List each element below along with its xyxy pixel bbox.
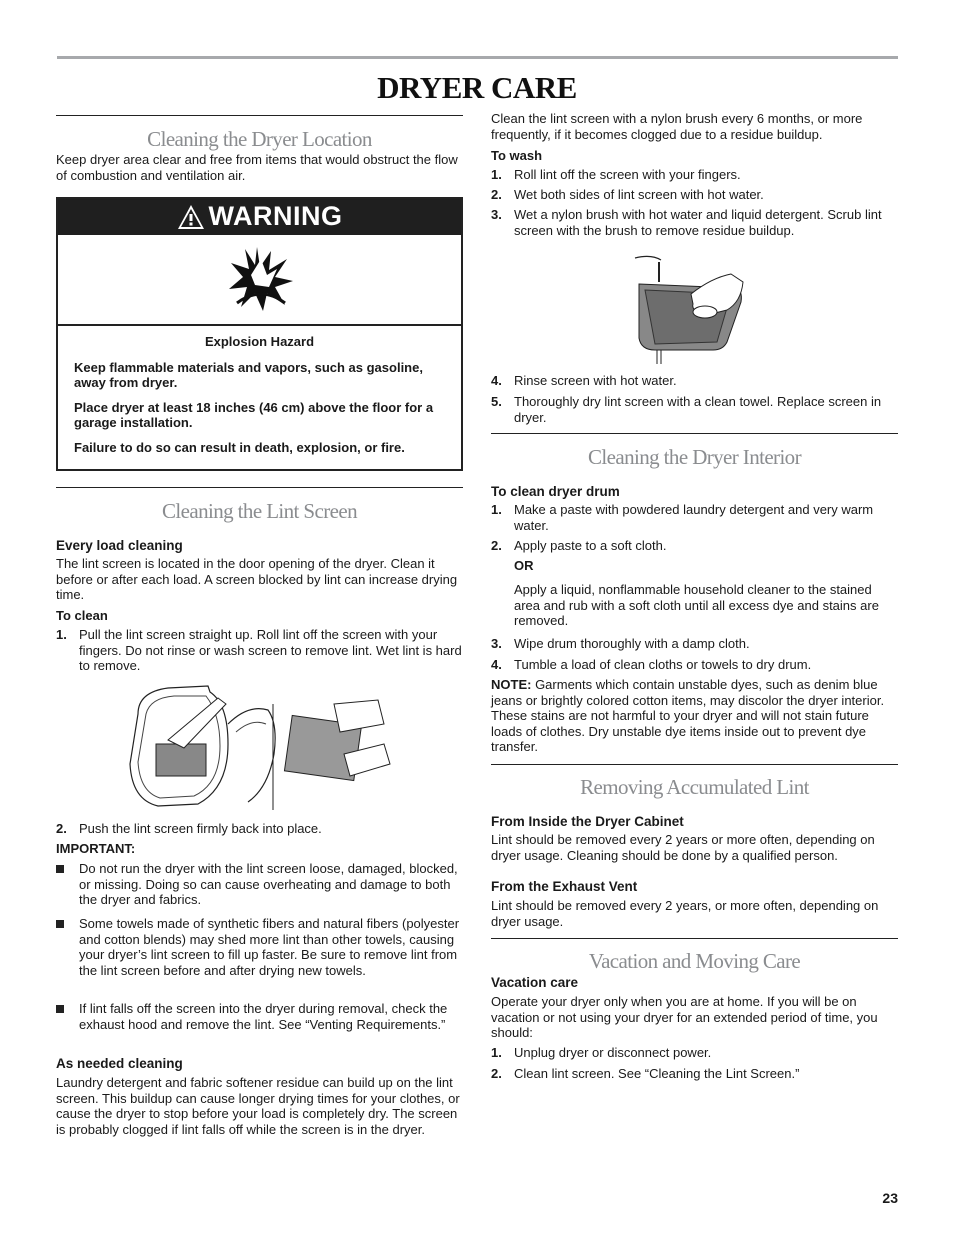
note-text: Garments which contain unstable dyes, such as denim blue jeans or brightly colored cotton items, may discolor the dryer interior. These stains are not harmful to your dryer and will not stain future loads of clothes. Dry unstable dye items inside out to prevent dye transfer. bbox=[491, 677, 885, 754]
warning-triangle-icon bbox=[177, 204, 205, 230]
interior-note bbox=[491, 677, 898, 755]
vacation-step-1 bbox=[491, 1045, 898, 1061]
step-text: Push the lint screen firmly back into place. bbox=[79, 821, 322, 836]
every-load-heading: Every load cleaning bbox=[56, 538, 183, 553]
warning-line-3: Failure to do so can result in death, explosion, or fire. bbox=[74, 439, 405, 455]
bullet-text: Do not run the dryer with the lint screen loose, damaged, blocked, or missing. Doing so can cause overheating and damage to both the dryer and fabrics. bbox=[79, 861, 458, 907]
every-load-text: The lint screen is located in the door opening of the dryer. Clean it before or after each load. A screen blocked by lint can increase drying time. bbox=[56, 556, 458, 602]
important-bullet-2 bbox=[56, 916, 463, 978]
interior-step-1 bbox=[491, 502, 898, 533]
step-number: 2. bbox=[56, 821, 67, 836]
important-label: IMPORTANT: bbox=[56, 841, 136, 856]
vent-heading: From the Exhaust Vent bbox=[491, 879, 638, 894]
step-number: 3. bbox=[491, 207, 502, 222]
lint-step-2 bbox=[56, 821, 463, 837]
warning-label: WARNING bbox=[208, 201, 343, 232]
step-text: Wipe drum thoroughly with a damp cloth. bbox=[514, 636, 750, 651]
as-needed-heading: As needed cleaning bbox=[56, 1056, 183, 1071]
step-text: Make a paste with powdered laundry detergent and very warm water. bbox=[514, 502, 874, 533]
step-text: Rinse screen with hot water. bbox=[514, 373, 677, 388]
interior-step-4 bbox=[491, 657, 898, 673]
lint-screen-washing-illustration bbox=[631, 254, 749, 366]
cabinet-text: Lint should be removed every 2 years or more often, depending on dryer usage. Cleaning should be done by a qualified person. bbox=[491, 832, 875, 863]
wash-step-3 bbox=[491, 207, 898, 238]
section-rule bbox=[56, 487, 463, 488]
page-number: 23 bbox=[882, 1190, 898, 1206]
warning-header bbox=[58, 199, 461, 235]
section-rule bbox=[491, 938, 898, 939]
top-rule bbox=[57, 56, 898, 59]
bullet-text: If lint falls off the screen into the dryer during removal, check the exhaust hood and remove the lint. See “Venting Requirements.” bbox=[79, 1001, 448, 1032]
vacation-heading: Vacation care bbox=[491, 975, 579, 990]
section-rule bbox=[491, 433, 898, 434]
important-bullet-3 bbox=[56, 1001, 463, 1032]
bullet-square-icon bbox=[56, 861, 79, 908]
step-text: Clean lint screen. See “Cleaning the Lint Screen.” bbox=[514, 1066, 800, 1081]
step-number: 2. bbox=[491, 187, 502, 202]
vacation-text: Operate your dryer only when you are at home. If you will be on vacation or not using your dryer for an extended period of time, you should: bbox=[491, 994, 878, 1040]
step-number: 1. bbox=[491, 502, 502, 517]
step-text: Wet both sides of lint screen with hot water. bbox=[514, 187, 764, 202]
step-number: 4. bbox=[491, 373, 502, 388]
interior-step-3 bbox=[491, 636, 898, 652]
important-bullet-1 bbox=[56, 861, 463, 908]
section-rule bbox=[491, 764, 898, 765]
vent-text: Lint should be removed every 2 years, or more often, depending on dryer usage. bbox=[491, 898, 879, 929]
step-text: Wet a nylon brush with hot water and liquid detergent. Scrub lint screen with the brush to remove residue buildup. bbox=[514, 207, 882, 238]
page-title: DRYER CARE bbox=[377, 70, 577, 105]
warning-line-1: Keep flammable materials and vapors, such as gasoline, away from dryer. bbox=[74, 359, 423, 390]
step-number: 2. bbox=[491, 538, 502, 553]
wash-step-5 bbox=[491, 394, 898, 425]
cabinet-heading: From Inside the Dryer Cabinet bbox=[491, 814, 684, 829]
location-text: Keep dryer area clear and free from items that would obstruct the flow of combustion and ventilation air. bbox=[56, 152, 458, 183]
step-number: 1. bbox=[491, 1045, 502, 1060]
section-title-removing-lint: Removing Accumulated Lint bbox=[580, 775, 809, 799]
section-title-lint-screen: Cleaning the Lint Screen bbox=[162, 499, 357, 523]
wash-step-1 bbox=[491, 167, 898, 183]
as-needed-text: Laundry detergent and fabric softener residue can build up on the lint screen. This buildup can cause longer drying times for your clothes, or cause the dryer to stop before your load is completely dry. The screen is probably clogged if lint falls off while the screen is in the dryer. bbox=[56, 1075, 460, 1137]
step-text: Pull the lint screen straight up. Roll lint off the screen with your fingers. Do not rinse or wash screen to remove lint. Wet lint is hard to remove. bbox=[79, 627, 462, 673]
to-clean-heading: To clean bbox=[56, 608, 108, 623]
drum-heading: To clean dryer drum bbox=[491, 484, 620, 499]
warning-box bbox=[56, 197, 463, 471]
warning-body bbox=[58, 326, 461, 455]
interior-step-2 bbox=[491, 538, 898, 554]
or-label: OR bbox=[514, 558, 534, 573]
vacation-step-2 bbox=[491, 1066, 898, 1082]
step-text: Unplug dryer or disconnect power. bbox=[514, 1045, 712, 1060]
explosion-icon bbox=[227, 245, 295, 313]
bullet-square-icon bbox=[56, 916, 79, 978]
warning-icon-area bbox=[58, 235, 461, 326]
step-text: Thoroughly dry lint screen with a clean towel. Replace screen in dryer. bbox=[514, 394, 882, 425]
step-text: Apply paste to a soft cloth. bbox=[514, 538, 667, 553]
wash-intro: Clean the lint screen with a nylon brush every 6 months, or more frequently, if it becomes clogged due to a residue buildup. bbox=[491, 111, 863, 142]
section-title-interior: Cleaning the Dryer Interior bbox=[588, 445, 801, 469]
bullet-square-icon bbox=[56, 1001, 79, 1032]
step-number: 2. bbox=[491, 1066, 502, 1081]
section-rule bbox=[56, 115, 463, 116]
section-title-location: Cleaning the Dryer Location bbox=[147, 127, 372, 151]
wash-step-4 bbox=[491, 373, 898, 389]
step-number: 5. bbox=[491, 394, 502, 409]
to-wash-heading: To wash bbox=[491, 148, 543, 163]
step-number: 1. bbox=[491, 167, 502, 182]
step-text: Roll lint off the screen with your fingers. bbox=[514, 167, 741, 182]
step-text: Tumble a load of clean cloths or towels to dry drum. bbox=[514, 657, 812, 672]
warning-line-2: Place dryer at least 18 inches (46 cm) above the floor for a garage installation. bbox=[74, 399, 434, 430]
lint-step-1 bbox=[56, 627, 463, 674]
step-number: 4. bbox=[491, 657, 502, 672]
step-number: 3. bbox=[491, 636, 502, 651]
note-label: NOTE: bbox=[491, 677, 532, 692]
bullet-text: Some towels made of synthetic fibers and natural fibers (polyester and cotton blends) may shed more lint than other towels, causing your dryer’s lint screen to fill up faster. Be sure to remove lint from the lint screen before and after drying new towels. bbox=[79, 916, 460, 978]
lint-screen-removal-illustration bbox=[128, 684, 393, 810]
interior-alt-text: Apply a liquid, nonflammable household cleaner to the stained area and rub with a soft cloth until all excess dye and stains are removed. bbox=[514, 582, 879, 628]
step-number: 1. bbox=[56, 627, 67, 642]
section-title-vacation: Vacation and Moving Care bbox=[588, 949, 801, 973]
wash-step-2 bbox=[491, 187, 898, 203]
warning-hazard: Explosion Hazard bbox=[204, 334, 315, 349]
